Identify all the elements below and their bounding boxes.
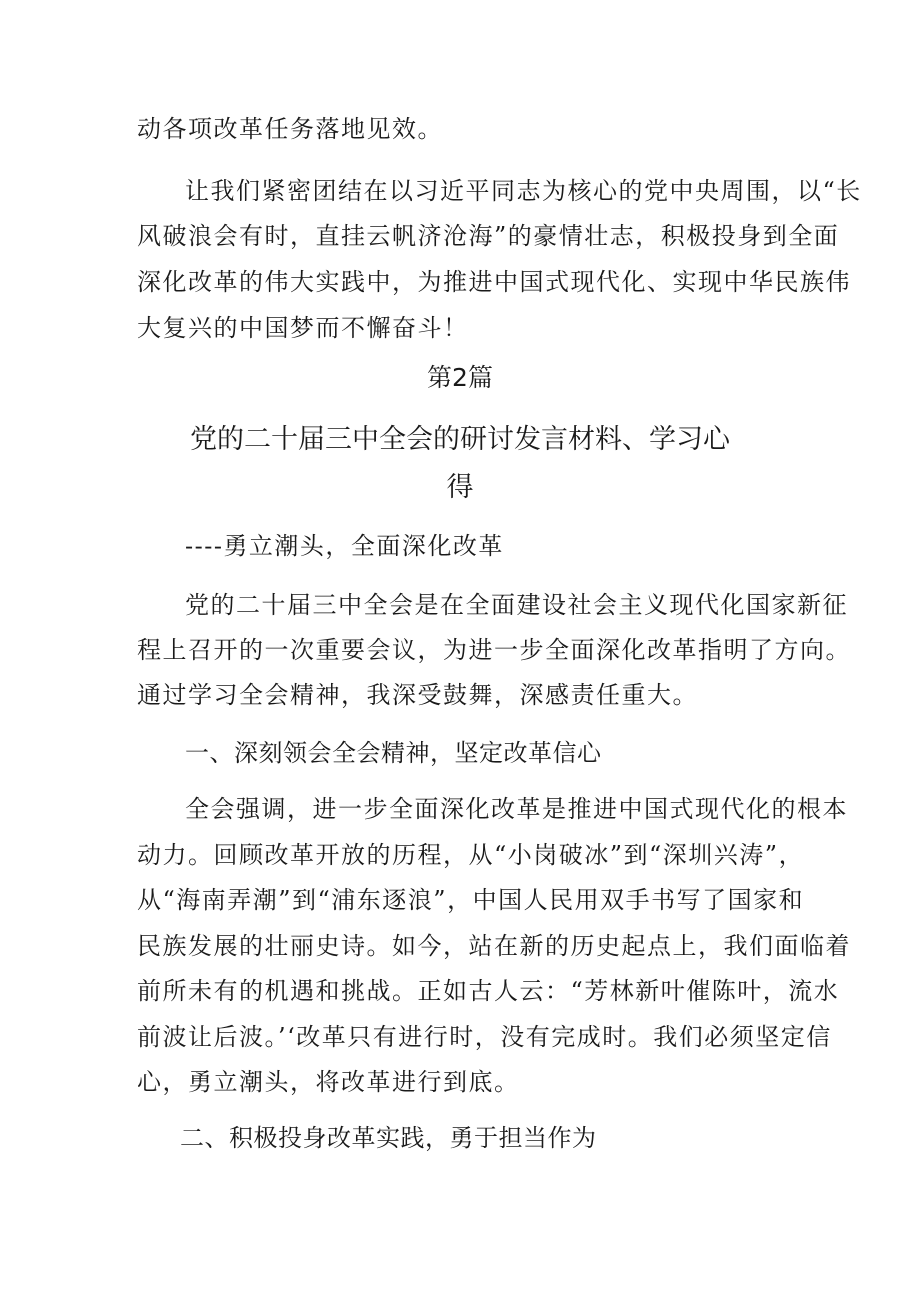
section1-line-2: 动力。回顾改革开放的历程，从“小岗破冰”到“深圳兴涛”， [137,841,805,869]
section1-line-7: 心，勇立潮头，将改革进行到底。 [137,1068,520,1096]
article-intro-line-3: 通过学习全会精神，我深受鼓舞，深感责任重大。 [137,681,698,709]
article-subtitle: ----勇立潮头，全面深化改革 [185,532,504,560]
section1-line-3: 从“海南弄潮”到“浦东逐浪”，中国人民用双手书写了国家和 [137,886,805,914]
article-title-line-2: 得 [446,472,474,503]
closing-line-2: 风破浪会有时，直挂云帆济沧海”的豪情壮志，积极投身到全面 [137,222,840,250]
intro-line-1: 动各项改革任务落地见效。 [137,115,443,143]
article-intro-line-2: 程上召开的一次重要会议，为进一步全面深化改革指明了方向。 [137,636,851,664]
section1-line-1: 全会强调，进一步全面深化改革是推进中国式现代化的根本 [185,795,848,823]
section-heading-2: 二、积极投身改革实践，勇于担当作为 [180,1124,597,1152]
article-intro-line-1: 党的二十届三中全会是在全面建设社会主义现代化国家新征 [185,591,848,619]
section-label: 第2篇 [427,363,493,392]
article-title-line-1: 党的二十届三中全会的研讨发言材料、学习心 [190,424,730,455]
section1-line-5: 前所未有的机遇和挑战。正如古人云：“芳林新叶催陈叶，流水 [137,977,840,1005]
section1-line-4: 民族发展的壮丽史诗。如今，站在新的历史起点上，我们面临着 [137,932,851,960]
section1-line-6: 前波让后波。’‘改革只有进行时，没有完成时。我们必须坚定信 [137,1023,832,1051]
closing-line-1: 让我们紧密团结在以习近平同志为核心的党中央周围，以“长 [185,177,862,205]
closing-line-3: 深化改革的伟大实践中，为推进中国式现代化、实现中华民族伟 [137,268,851,296]
section-heading-1: 一、深刻领会全会精神，坚定改革信心 [185,739,602,767]
closing-line-4: 大复兴的中国梦而不懈奋斗！ [137,314,469,342]
